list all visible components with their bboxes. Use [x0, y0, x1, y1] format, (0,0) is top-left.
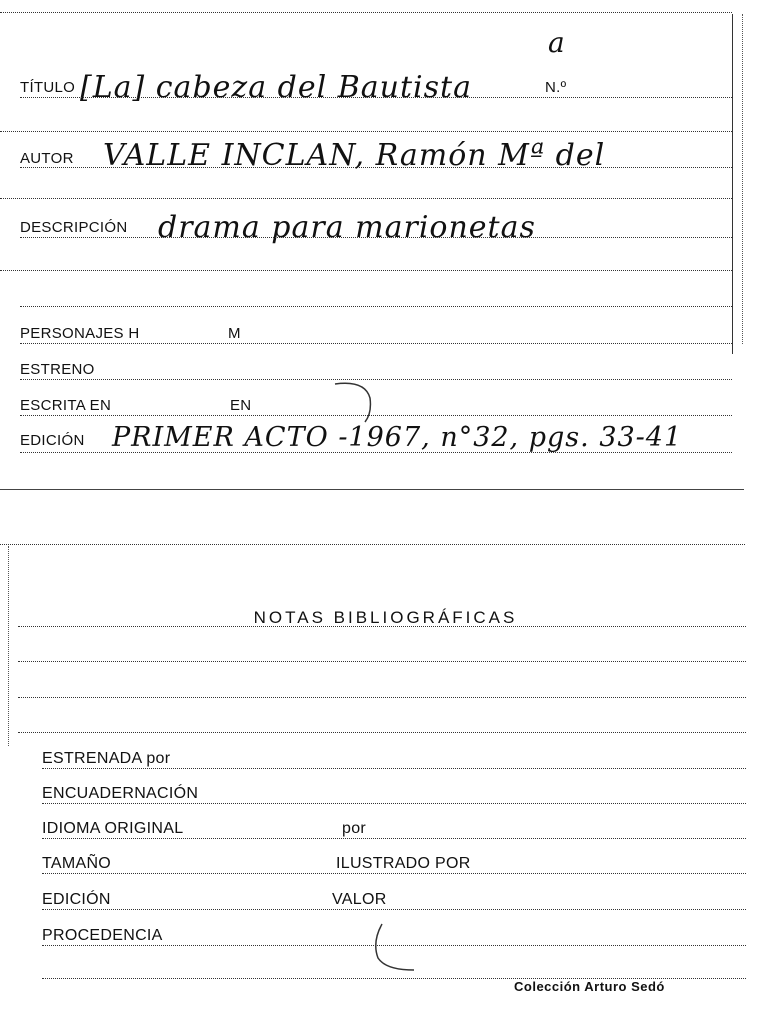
- procedencia-label: PROCEDENCIA: [42, 927, 163, 944]
- edicion-value: PRIMER ACTO -1967, n°32, pgs. 33-41: [112, 422, 683, 453]
- rule-3: [0, 270, 732, 271]
- encuadernacion-label: ENCUADERNACIÓN: [42, 785, 199, 802]
- personajes-m-label: M: [228, 325, 241, 342]
- personajes-label: PERSONAJES H: [20, 325, 140, 342]
- notas-line-2: [18, 661, 746, 662]
- edicion-bottom-label: EDICIÓN: [42, 891, 111, 908]
- catalog-card-bottom: [0, 540, 759, 1028]
- card-top-bottom-border: [0, 489, 744, 490]
- idioma-label: IDIOMA ORIGINAL: [42, 820, 184, 837]
- ilustrado-label: ILUSTRADO POR: [336, 855, 471, 872]
- card-bottom-left-edge: [8, 546, 9, 746]
- personajes-line: [20, 343, 732, 344]
- edicion-line: [20, 452, 732, 453]
- en-label: EN: [230, 397, 252, 414]
- autor-label: AUTOR: [20, 150, 74, 167]
- rule-4: [20, 306, 732, 307]
- titulo-label: TÍTULO: [20, 79, 76, 96]
- titulo-value: [La] cabeza del Bautista: [80, 70, 472, 105]
- encuadernacion-line: [42, 803, 746, 804]
- tamano-label: TAMAÑO: [42, 855, 112, 872]
- descripcion-value: drama para marionetas: [158, 210, 536, 245]
- edicion-label: EDICIÓN: [20, 432, 85, 449]
- corner-mark: a: [548, 26, 566, 59]
- descripcion-label: DESCRIPCIÓN: [20, 219, 128, 236]
- card-right-edge: [742, 14, 743, 344]
- edicion-bottom-line: [42, 909, 746, 910]
- autor-value: VALLE INCLAN, Ramón Mª del: [103, 138, 606, 173]
- notas-line-4: [18, 732, 746, 733]
- estreno-label: ESTRENO: [20, 361, 95, 378]
- titulo-line: [20, 97, 732, 98]
- tamano-line: [42, 873, 746, 874]
- card-bottom-top-border: [0, 544, 745, 545]
- valor-label: VALOR: [332, 891, 387, 908]
- por-label: por: [342, 820, 367, 837]
- notas-line-3: [18, 697, 746, 698]
- autor-line: [20, 167, 732, 168]
- estrenada-label: ESTRENADA por: [42, 750, 171, 767]
- rule-1: [0, 131, 732, 132]
- descripcion-line: [20, 237, 732, 238]
- pencil-hook-mark: [368, 920, 428, 976]
- idioma-line: [42, 838, 746, 839]
- notas-heading: NOTAS BIBLIOGRÁFICAS: [253, 608, 518, 627]
- card-top-border: [0, 12, 732, 13]
- pencil-arc-mark: [330, 378, 380, 428]
- estrenada-line: [42, 768, 746, 769]
- collection-footer: Colección Arturo Sedó: [514, 979, 665, 994]
- numero-label: N.º: [545, 79, 567, 96]
- notas-line-1: [18, 626, 746, 627]
- escrita-en-label: ESCRITA EN: [20, 397, 112, 414]
- catalog-card-top: [0, 0, 759, 492]
- card-right-border: [732, 14, 733, 354]
- rule-2: [0, 198, 732, 199]
